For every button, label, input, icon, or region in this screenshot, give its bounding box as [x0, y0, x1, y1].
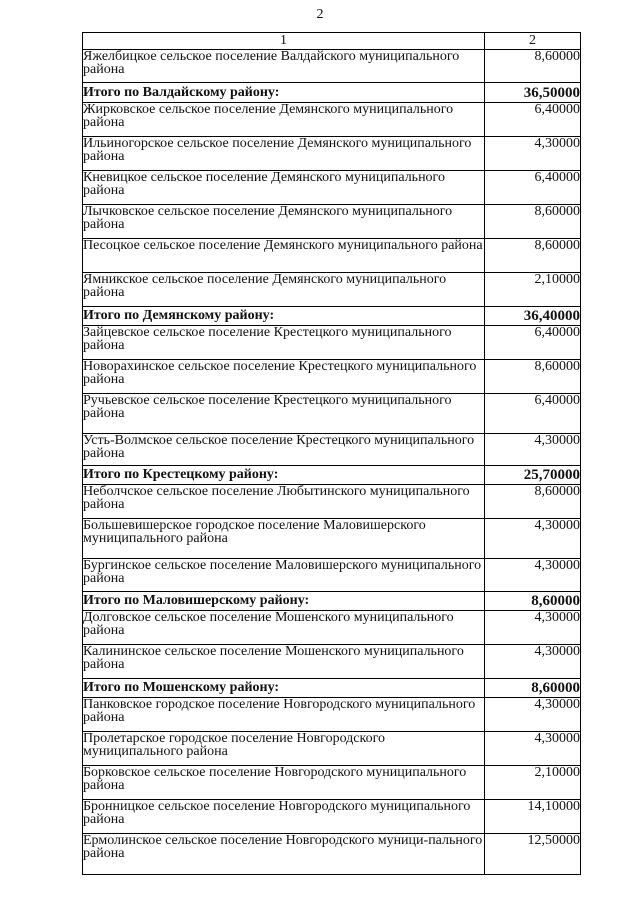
settlement-name: Панковское городское поселение Новгородского муниципального района: [83, 698, 485, 732]
settlement-name: Калининское сельское поселение Мошенского муниципального района: [83, 645, 485, 679]
district-total-label: Итого по Крестецкому району:: [83, 466, 485, 485]
settlement-value: 4,30000: [485, 519, 581, 559]
settlement-value: 6,40000: [485, 394, 581, 434]
allocation-table: [82, 32, 581, 875]
settlement-value: 4,30000: [485, 645, 581, 679]
settlement-value: 8,60000: [485, 360, 581, 394]
district-total-value: 36,40000: [485, 307, 581, 326]
settlement-name: Зайцевское сельское поселение Крестецкого муниципального района: [83, 326, 485, 360]
table-row: [83, 171, 581, 205]
table-row: [83, 766, 581, 800]
table-row: [83, 239, 581, 273]
table-row: [83, 394, 581, 434]
settlement-name: Долговское сельское поселение Мошенского муниципального района: [83, 611, 485, 645]
settlement-name: Бронницкое сельское поселение Новгородского муниципального района: [83, 800, 485, 834]
settlement-value: 6,40000: [485, 103, 581, 137]
settlement-name: Борковское сельское поселение Новгородского муниципального района: [83, 766, 485, 800]
table-row: [83, 205, 581, 239]
district-total-label: Итого по Мошенскому району:: [83, 679, 485, 698]
settlement-name: Неболчское сельское поселение Любытинского муниципального района: [83, 485, 485, 519]
table-row: [83, 834, 581, 875]
district-total-value: 8,60000: [485, 679, 581, 698]
district-total-value: 8,60000: [485, 592, 581, 611]
settlement-value: 8,60000: [485, 485, 581, 519]
settlement-name: Ямникское сельское поселение Демянского муниципального района: [83, 273, 485, 307]
table-row: [83, 50, 581, 83]
settlement-name: Новорахинское сельское поселение Крестецкого муниципального района: [83, 360, 485, 394]
settlement-value: 2,10000: [485, 766, 581, 800]
settlement-value: 4,30000: [485, 732, 581, 766]
settlement-value: 8,60000: [485, 239, 581, 273]
table-total-row: [83, 466, 581, 485]
settlement-name: Усть-Волмское сельское поселение Крестецкого муниципального района: [83, 434, 485, 466]
page-number: 2: [316, 7, 324, 22]
settlement-name: Большевишерское городское поселение Маловишерского муниципального района: [83, 519, 485, 559]
settlement-name: Песоцкое сельское поселение Демянского муниципального района: [83, 239, 485, 273]
table-row: [83, 611, 581, 645]
district-total-value: 25,70000: [485, 466, 581, 485]
table-row: [83, 360, 581, 394]
table-row: [83, 645, 581, 679]
table-total-row: [83, 679, 581, 698]
table-row: [83, 485, 581, 519]
district-total-label: Итого по Демянскому району:: [83, 307, 485, 326]
table-row: [83, 559, 581, 592]
settlement-name: Ильиногорское сельское поселение Демянского муниципального района: [83, 137, 485, 171]
table-row: [83, 698, 581, 732]
settlement-name: Кневицкое сельское поселение Демянского муниципального района: [83, 171, 485, 205]
table-row: [83, 103, 581, 137]
district-total-label: Итого по Маловишерскому району:: [83, 592, 485, 611]
table-header-row: [83, 33, 581, 50]
settlement-value: 2,10000: [485, 273, 581, 307]
table-row: [83, 800, 581, 834]
settlement-name: Ручьевское сельское поселение Крестецкого муниципального района: [83, 394, 485, 434]
district-total-value: 36,50000: [485, 83, 581, 103]
settlement-name: Лычковское сельское поселение Демянского муниципального района: [83, 205, 485, 239]
table-total-row: [83, 592, 581, 611]
settlement-value: 4,30000: [485, 698, 581, 732]
settlement-value: 4,30000: [485, 434, 581, 466]
table-row: [83, 732, 581, 766]
column-header-2: 2: [485, 33, 581, 50]
table-row: [83, 137, 581, 171]
table-row: [83, 434, 581, 466]
table-total-row: [83, 83, 581, 103]
settlement-value: 12,50000: [485, 834, 581, 875]
table-row: [83, 273, 581, 307]
settlement-value: 4,30000: [485, 611, 581, 645]
settlement-value: 8,60000: [485, 50, 581, 83]
settlement-name: Жирковское сельское поселение Демянского муниципального района: [83, 103, 485, 137]
settlement-value: 6,40000: [485, 326, 581, 360]
table-row: [83, 326, 581, 360]
settlement-value: 6,40000: [485, 171, 581, 205]
district-total-label: Итого по Валдайскому району:: [83, 83, 485, 103]
settlement-value: 14,10000: [485, 800, 581, 834]
settlement-value: 8,60000: [485, 205, 581, 239]
table-total-row: [83, 307, 581, 326]
table-row: [83, 519, 581, 559]
settlement-name: Ермолинское сельское поселение Новгородского муници-пального района: [83, 834, 485, 875]
settlement-value: 4,30000: [485, 559, 581, 592]
column-header-1: 1: [83, 33, 485, 50]
settlement-name: Яжелбицкое сельское поселение Валдайского муниципального района: [83, 50, 485, 83]
settlement-name: Пролетарское городское поселение Новгородского муниципального района: [83, 732, 485, 766]
settlement-value: 4,30000: [485, 137, 581, 171]
settlement-name: Бургинское сельское поселение Маловишерского муниципального района: [83, 559, 485, 592]
